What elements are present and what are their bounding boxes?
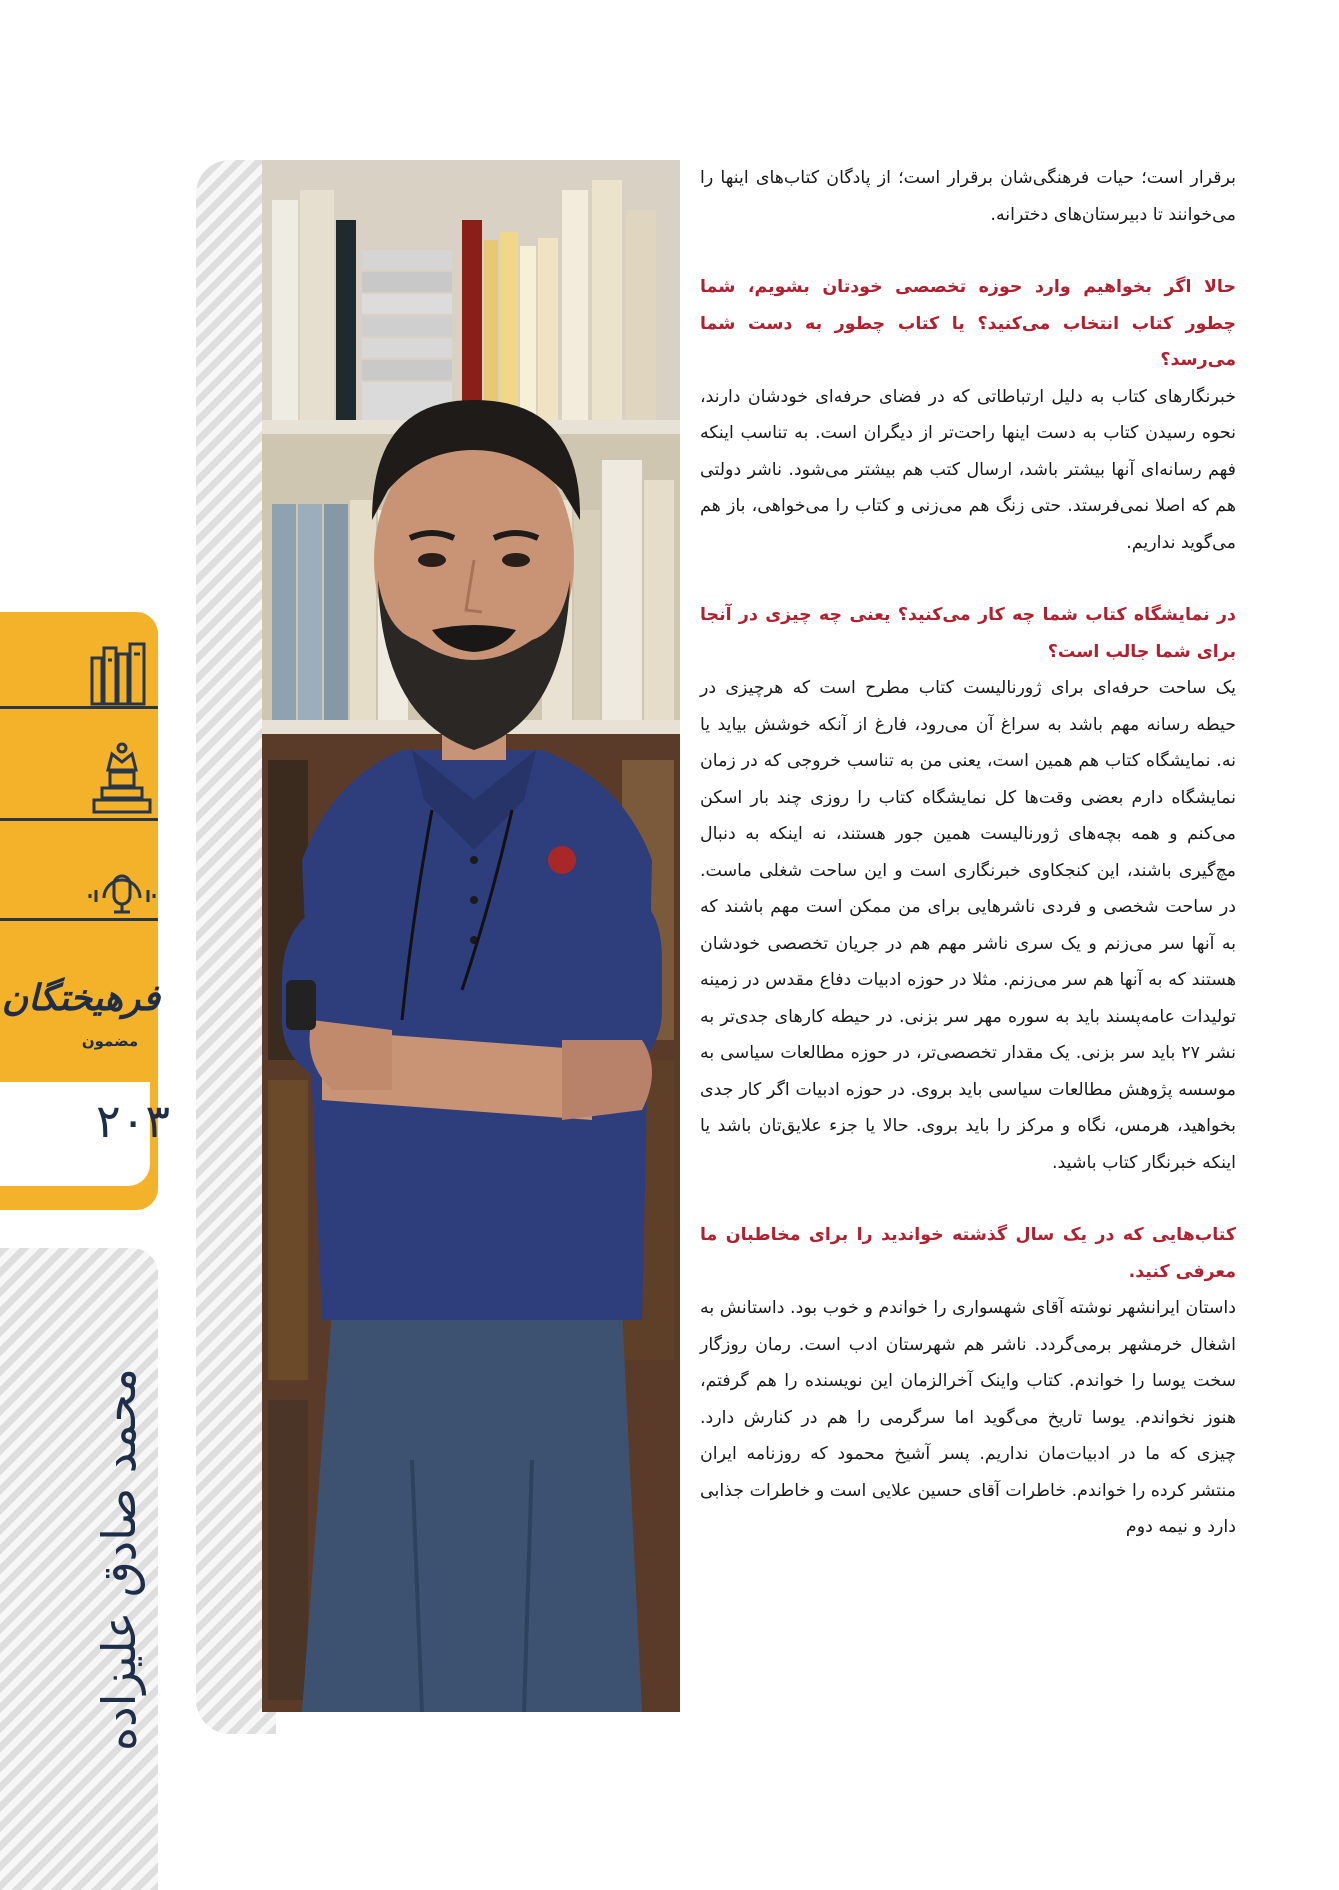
crown-pedestal-icon	[86, 740, 158, 820]
article-paragraph: برقرار است؛ حیات فرهنگی‌شان برقرار است؛ از پادگان کتاب‌های اینها را می‌خوانند تا دبیرستان‌های دخترانه.	[700, 168, 1236, 225]
portrait-photo	[262, 160, 680, 1712]
interview-question: کتاب‌هایی که در یک سال گذشته خواندید را برای مخاطبان ما معرفی کنید.	[700, 1225, 1236, 1282]
article-paragraph: یک ساحت حرفه‌ای برای ژورنالیست کتاب مطرح است که هرچیزی در حیطه رسانه مهم باشد به سراغ آن می‌رود، فارغ از آنکه خوشش بیاید یا نه. نمایشگاه کتاب هم همین است، یعنی من به تناسب خروجی که در زمان نمایشگاه دارم بعضی وقت‌ها کل نمایشگاه کتاب را روزی چند بار اسکن می‌کنم و همه بچه‌های ژورنالیست همین جور هستند، نه اینکه به دنبال مچ‌گیری باشند، این کنجکاوی خبرنگاری است و این ساحت شغلی ماست. در ساحت شخصی و فردی ناشرهایی برای من ممکن است مهم باشند که به آنها سر می‌زنم و یک سری ناشر مهم هم در جریان تخصصی خودشان هستند که به آنها هم سر می‌زنم. مثلا در حوزه ادبیات دفاع مقدس در زمینه تولیدات عامه‌پسند باید به سوره مهر سر بزنی. در حیطه کارهای جدی‌تر به نشر ۲۷ باید سر بزنی. یک مقدار تخصصی‌تر، در حوزه مطالعات سیاسی به موسسه پژوهش مطالعات سیاسی باید بروی. در حوزه ادبیات اگر کار جدی بخواهید، هرمس، نگاه و مرکز را باید بروی. حالا یا جزء علایق‌تان باشد یا اینکه خبرنگار کتاب باشید.	[700, 678, 1236, 1173]
interview-question: حالا اگر بخواهیم وارد حوزه تخصصی خودتان بشویم، شما چطور کتاب انتخاب می‌کنید؟ یا کتاب چطور به دست شما می‌رسد؟	[700, 277, 1236, 370]
magazine-logo: فرهیختگان	[1, 977, 160, 1019]
article-paragraph: خبرنگارهای کتاب به دلیل ارتباطاتی که در فضای حرفه‌ای خودشان دارند، نحوه رسیدن کتاب به دست اینها راحت‌تر از دیگران است. به تناسب اینکه فهم رسانه‌ای آنها بیشتر باشد، ارسال کتب هم بیشتر می‌شود. ناشر دولتی هم که اصلا نمی‌فرستد. حتی زنگ هم می‌زنی و کتاب را می‌خواهی، باز هم می‌گوید نداریم.	[700, 386, 1236, 553]
author-name: محمد صادق علیزاده	[92, 1368, 146, 1752]
page-number: ۲۰۳	[96, 1094, 171, 1148]
article-paragraph: داستان ایرانشهر نوشته آقای شهسواری را خواندم و خوب بود. داستانش به اشغال خرمشهر برمی‌گردد. ناشر هم شهرستان ادب است. رمان روزگار سخت یوسا را خواندم. کتاب واینک آخرالزمان این نویسنده را هم گرفتم، هنوز نخواندم. یوسا تاریخ می‌گوید اما سرگرمی را هم در کنارش دارد. چیزی که ما در ادبیات‌مان نداریم. پسر آشیخ محمود که روزنامه ایران منتشر کرده را خواندم. خاطرات آقای حسین علایی است و خاطرات جذابی دارد و نیمه دوم	[700, 1298, 1236, 1537]
podcast-microphone-icon	[86, 868, 158, 920]
article-body	[700, 160, 1236, 1546]
magazine-subtitle: مضمون	[81, 1032, 139, 1050]
bookshelf-icon	[86, 640, 158, 710]
interview-question: در نمایشگاه کتاب شما چه کار می‌کنید؟ یعنی چه چیزی در آنجا برای شما جالب است؟	[700, 605, 1236, 662]
